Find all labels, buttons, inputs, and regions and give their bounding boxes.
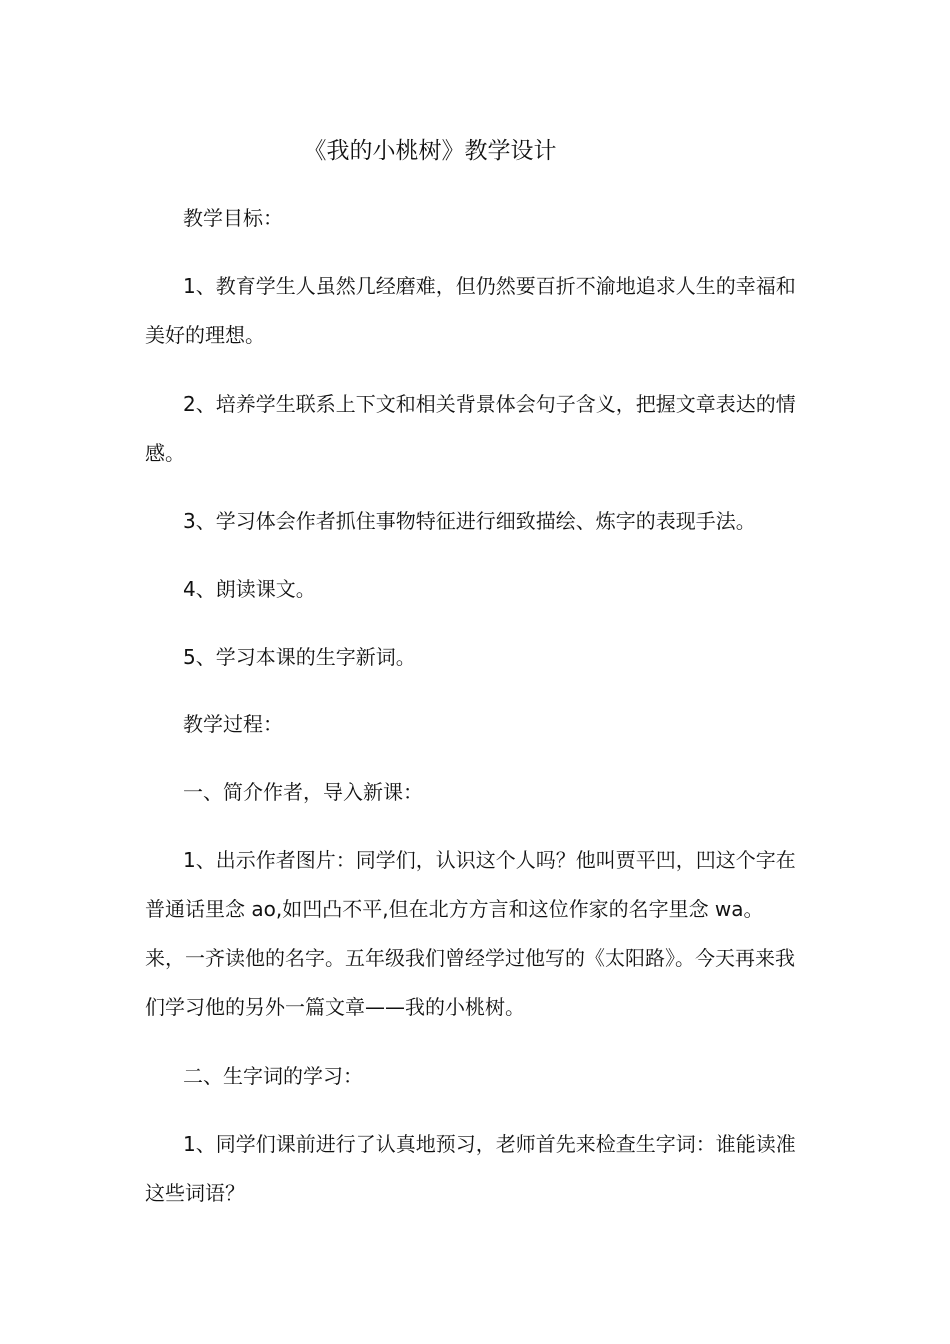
objective-item-3: 3、学习体会作者抓住事物特征进行细致描绘、炼字的表现手法。 — [183, 509, 756, 533]
document-title: 《我的小桃树》教学设计 — [303, 138, 557, 164]
objective-item-2: 2、培养学生联系上下文和相关背景体会句子含义，把握文章表达的情感。 — [145, 392, 796, 465]
section-1-item-1: 1、出示作者图片：同学们，认识这个人吗？他叫贾平凹，凹这个字在普通话里念 ao,如凹凸不平,但在北方方言和这位作家的名字里念 wa。来，一齐读他的名字。五年级我们曾经学过他写的《太阳路》。今天再来我们学习他的另外一篇文章——我的小桃树。 — [145, 848, 796, 1019]
objective-item-4: 4、朗读课文。 — [183, 577, 316, 601]
objectives-heading: 教学目标： — [183, 206, 283, 230]
objective-item-5: 5、学习本课的生字新词。 — [183, 645, 416, 669]
section-2-heading: 二、生字词的学习： — [183, 1064, 363, 1088]
section-2-item-1: 1、同学们课前进行了认真地预习，老师首先来检查生字词：谁能读准这些词语？ — [145, 1132, 796, 1205]
objective-item-1: 1、教育学生人虽然几经磨难，但仍然要百折不渝地追求人生的幸福和美好的理想。 — [145, 274, 796, 347]
process-heading: 教学过程： — [183, 712, 283, 736]
section-1-heading: 一、简介作者，导入新课： — [183, 780, 423, 804]
